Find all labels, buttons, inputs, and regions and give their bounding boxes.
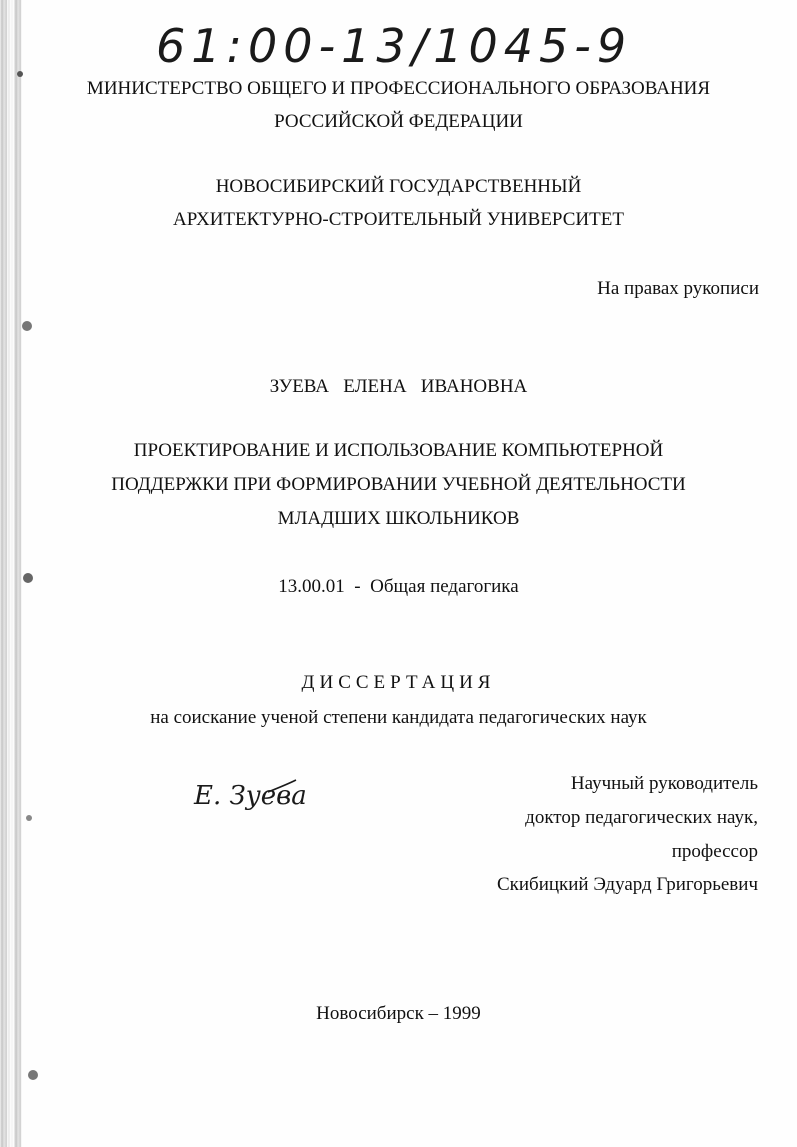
thesis-title-line-1: ПРОЕКТИРОВАНИЕ И ИСПОЛЬЗОВАНИЕ КОМПЬЮТЕРНОЙ bbox=[133, 440, 664, 461]
manuscript-rights: На правах рукописи bbox=[597, 278, 759, 299]
ministry-line-2: РОССИЙСКОЙ ФЕДЕРАЦИИ bbox=[274, 111, 523, 132]
specialty: 13.00.01 - Общая педагогика bbox=[278, 576, 519, 597]
handwritten-signature bbox=[190, 768, 307, 818]
supervisor-role: Научный руководитель bbox=[570, 773, 758, 794]
author-name: ЗУЕВА ЕЛЕНА ИВАНОВНА bbox=[269, 376, 528, 397]
scan-specks bbox=[0, 0, 40, 1147]
thesis-title-line-3: МЛАДШИХ ШКОЛЬНИКОВ bbox=[277, 508, 520, 529]
supervisor-degree: доктор педагогических наук, bbox=[525, 807, 758, 828]
svg-text:61:00-13/1045-9: 61:00-13/1045-9 bbox=[156, 19, 633, 73]
place-year: Новосибирск – 1999 bbox=[316, 1003, 481, 1024]
thesis-title-line-2: ПОДДЕРЖКИ ПРИ ФОРМИРОВАНИИ УЧЕБНОЙ ДЕЯТЕЛЬНОСТИ bbox=[111, 474, 686, 495]
university-line-2: АРХИТЕКТУРНО-СТРОИТЕЛЬНЫЙ УНИВЕРСИТЕТ bbox=[173, 209, 624, 230]
ministry-line-1: МИНИСТЕРСТВО ОБЩЕГО И ПРОФЕССИОНАЛЬНОГО ОБРАЗОВАНИЯ bbox=[86, 78, 711, 99]
document-type: ДИССЕРТАЦИЯ bbox=[301, 672, 496, 693]
degree: на соискание ученой степени кандидата педагогических наук bbox=[150, 707, 647, 728]
svg-text:Е. Зуева: Е. Зуева bbox=[194, 781, 307, 811]
supervisor-name: Скибицкий Эдуард Григорьевич bbox=[496, 874, 758, 895]
supervisor-title: профессор bbox=[671, 841, 758, 862]
university-line-1: НОВОСИБИРСКИЙ ГОСУДАРСТВЕННЫЙ bbox=[215, 176, 582, 197]
handwritten-archive-number bbox=[150, 6, 633, 76]
